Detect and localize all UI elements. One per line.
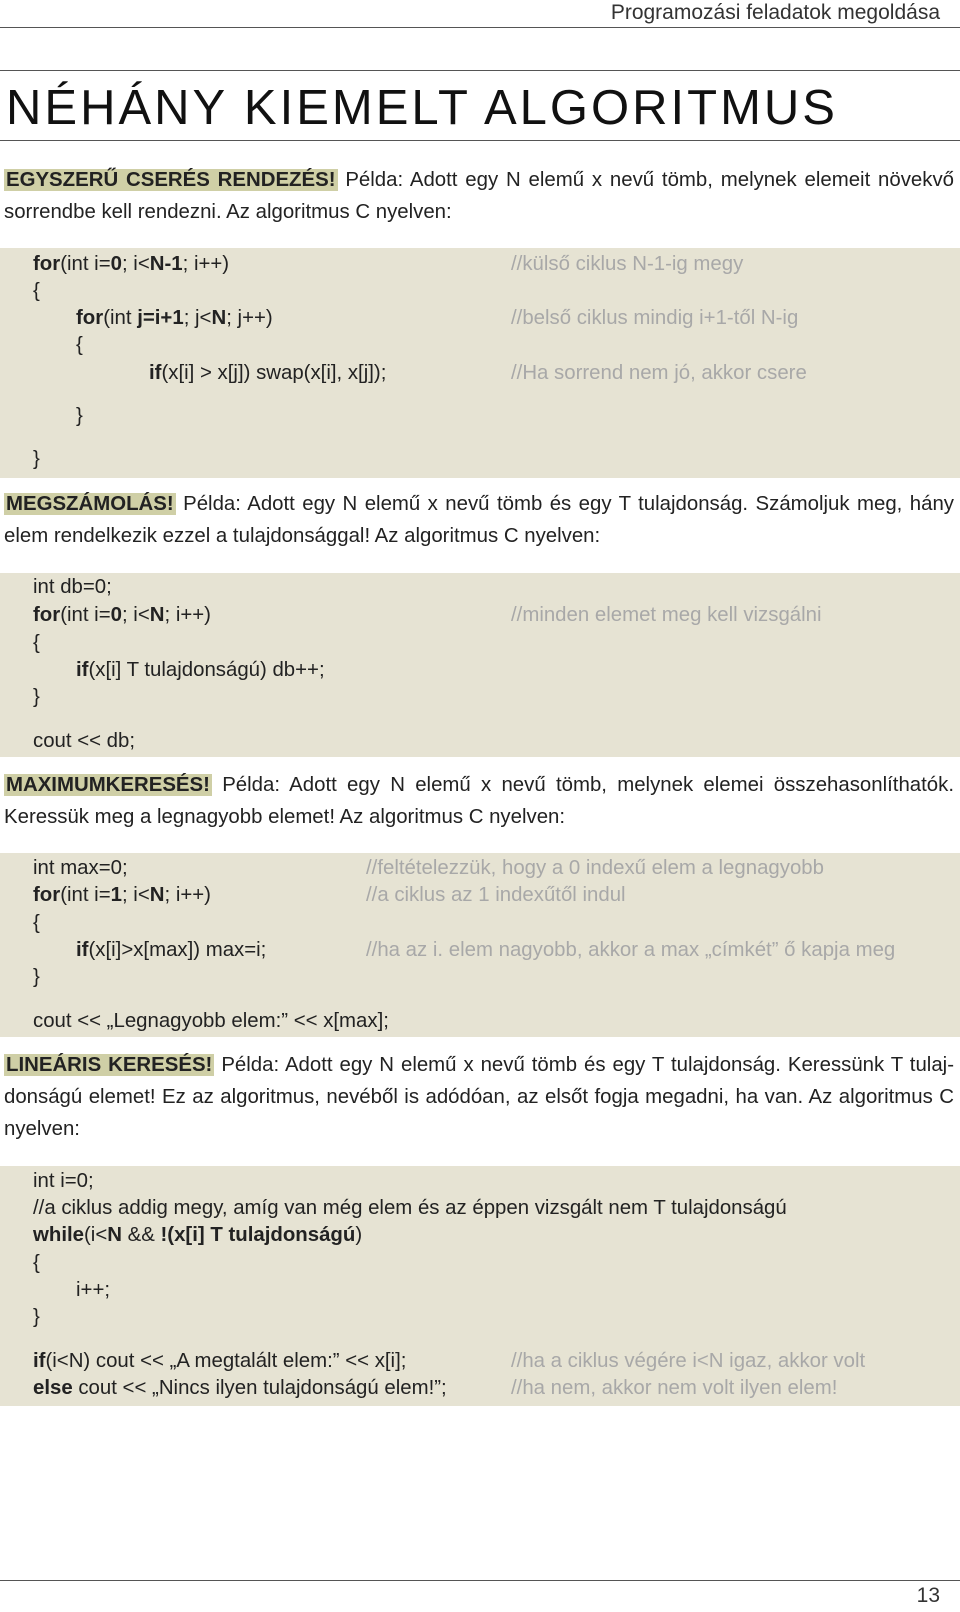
section-search-heading: LINEÁRIS KERESÉS!: [6, 1054, 213, 1076]
code-line: int max=0;: [33, 857, 128, 879]
code-line: {: [33, 912, 40, 934]
section-sort-text: Példa: Adott egy N elemű x nevű tömb, melynek elemeit növekvő sorrendbe kell rendezni. Az algoritmus C nyelven:: [4, 169, 954, 223]
code-line: while(i<N && !(x[i] T tulajdonságú): [33, 1224, 363, 1246]
code-line: int i=0;: [33, 1170, 94, 1192]
code-line: //a ciklus addig megy, amíg van még elem és az éppen vizsgált nem T tulajdonságú: [33, 1197, 787, 1219]
section-sort-intro: [4, 164, 954, 228]
code-line: else cout << „Nincs ilyen tulajdonságú elem!”;: [33, 1377, 447, 1399]
section-count-text: Példa: Adott egy N elemű x nevű tömb és egy T tulajdonság. Számoljuk meg, hány elem rendelkezik ezzel a tulajdonsággal! Az algoritmus C nyelven:: [4, 493, 954, 547]
code-comment: //külső ciklus N-1-ig megy: [511, 253, 744, 275]
footer-rule: [0, 1580, 960, 1581]
code-line: for(int i=0; i<N; i++): [33, 604, 211, 626]
title-rule-bottom: [0, 140, 960, 141]
section-count-intro: [4, 488, 954, 552]
page-title: NÉHÁNY KIEMELT ALGORITMUS: [6, 81, 838, 135]
code-line: cout << „Legnagyobb elem:” << x[max];: [33, 1010, 389, 1032]
section-max-intro: [4, 769, 954, 833]
code-block-count: [0, 573, 960, 757]
code-comment: //belső ciklus mindig i+1-től N-ig: [511, 307, 799, 329]
section-search-text: Példa: Adott egy N elemű x nevű tömb és egy T tulajdonság. Keressünk T tulaj-donságú elemet! Ez az algoritmus, nevéből is adódóan, az elsőt fogja megadni, ha van. Az algoritmus C nyelven:: [4, 1054, 955, 1140]
code-block-sort: [0, 248, 960, 478]
code-line: }: [33, 448, 40, 470]
code-line: cout << db;: [33, 730, 136, 752]
code-line: }: [33, 1306, 40, 1328]
title-rule-top: [0, 70, 960, 71]
header-rule: [0, 27, 960, 28]
section-max-heading: MAXIMUMKERESÉS!: [6, 774, 210, 796]
code-line: {: [33, 1252, 40, 1274]
code-line: int db=0;: [33, 576, 112, 598]
section-search-intro: [4, 1049, 954, 1145]
code-line: {: [33, 632, 40, 654]
running-header: Programozási feladatok megoldása: [610, 1, 940, 24]
page-number: 13: [916, 1584, 940, 1607]
code-line: {: [33, 280, 40, 302]
code-line: if(x[i] > x[j]) swap(x[i], x[j]);: [149, 362, 387, 384]
code-line: {: [76, 334, 83, 356]
code-line: i++;: [76, 1279, 111, 1301]
code-line: }: [76, 405, 83, 427]
code-comment: //feltételezzük, hogy a 0 indexű elem a legnagyobb: [366, 857, 824, 879]
section-max-text: Példa: Adott egy N elemű x nevű tömb, melynek elemei összehasonlíthatók. Keressük meg a legnagyobb elemet! Az algoritmus C nyelven:: [4, 774, 954, 828]
section-count-heading: MEGSZÁMOLÁS!: [6, 493, 174, 515]
code-line: if(i<N) cout << „A megtalált elem:” << x[i];: [33, 1350, 407, 1372]
code-line: for(int i=1; i<N; i++): [33, 884, 211, 906]
code-line: }: [33, 686, 40, 708]
code-comment: //minden elemet meg kell vizsgálni: [511, 604, 822, 626]
code-comment: //ha nem, akkor nem volt ilyen elem!: [511, 1377, 838, 1399]
code-comment: //Ha sorrend nem jó, akkor csere: [511, 362, 807, 384]
code-comment: //ha a ciklus végére i<N igaz, akkor volt: [511, 1350, 866, 1372]
code-comment: //ha az i. elem nagyobb, akkor a max „címkét” ő kapja meg: [366, 939, 896, 961]
code-block-search: [0, 1166, 960, 1406]
section-sort-heading: EGYSZERŰ CSERÉS RENDEZÉS!: [6, 169, 336, 191]
code-line: if(x[i] T tulajdonságú) db++;: [76, 659, 325, 681]
code-line: for(int i=0; i<N-1; i++): [33, 253, 230, 275]
code-line: }: [33, 966, 40, 988]
code-line: if(x[i]>x[max]) max=i;: [76, 939, 267, 961]
code-block-max: [0, 853, 960, 1037]
code-line: for(int j=i+1; j<N; j++): [76, 307, 273, 329]
code-comment: //a ciklus az 1 indexűtől indul: [366, 884, 626, 906]
